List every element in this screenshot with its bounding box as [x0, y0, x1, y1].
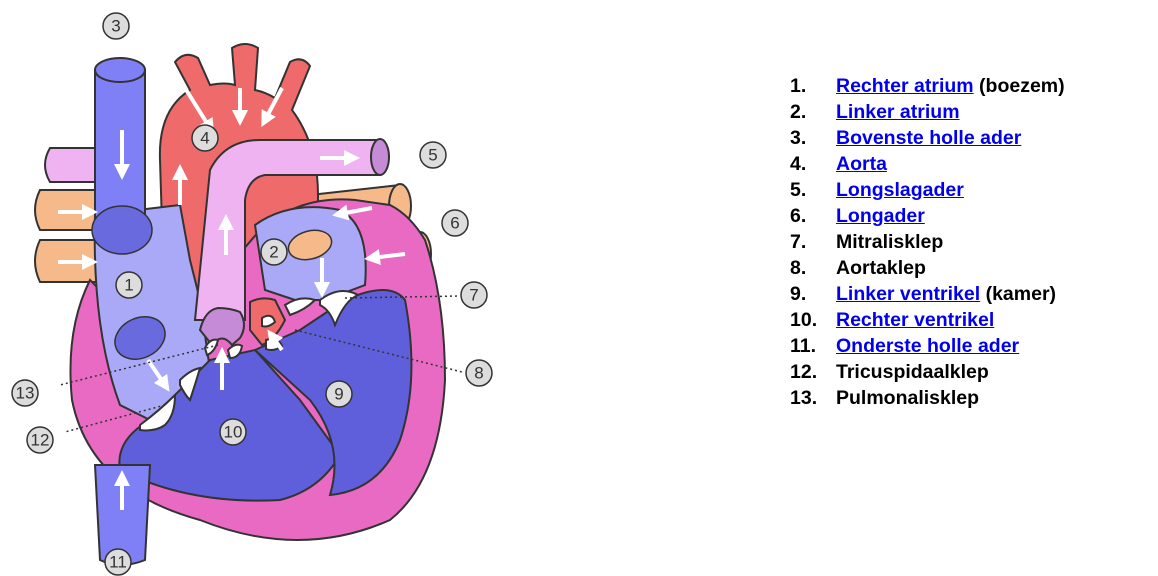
heart-diagram [0, 0, 560, 576]
legend-item-11: 11. Onderste holle ader [790, 335, 1020, 357]
callout-10 [220, 419, 246, 445]
legend-item-6: 6. Longader [790, 205, 925, 227]
callout-12 [27, 427, 53, 453]
svg-text:11: 11 [109, 552, 127, 572]
legend-item-7: 7. Mitralisklep [790, 231, 944, 253]
legend-link-10[interactable]: Rechter ventrikel [836, 309, 995, 331]
svg-text:3: 3 [111, 16, 121, 36]
pulmonary-artery-end [371, 139, 389, 175]
callout-11 [105, 549, 131, 575]
callout-6 [442, 210, 468, 236]
svg-text:7: 7 [469, 285, 479, 305]
legend-item-2: 2. Linker atrium [790, 101, 960, 123]
callout-2 [261, 239, 287, 265]
svg-text:10: 10 [223, 422, 243, 442]
legend-item-3: 3. Bovenste holle ader [790, 127, 1022, 149]
legend-link-9[interactable]: Linker ventrikel [836, 283, 981, 305]
legend-item-10: 10. Rechter ventrikel [790, 309, 995, 331]
legend-item-13: 13. Pulmonalisklep [790, 387, 980, 409]
legend-list [790, 73, 1065, 411]
svg-text:6: 6 [450, 213, 460, 233]
svg-text:4: 4 [200, 128, 210, 148]
svg-text:2: 2 [269, 242, 279, 262]
callout-3 [103, 13, 129, 39]
svg-text:8: 8 [474, 363, 484, 383]
callout-13 [12, 380, 38, 406]
svg-text:9: 9 [334, 384, 344, 404]
legend-link-2[interactable]: Linker atrium [836, 101, 960, 123]
legend-item-8: 8. Aortaklep [790, 257, 926, 279]
callout-5 [420, 142, 446, 168]
callout-8 [466, 360, 492, 386]
svg-text:13: 13 [15, 383, 35, 403]
callout-4 [192, 125, 218, 151]
callout-7 [461, 282, 487, 308]
legend-item-5: 5. Longslagader [790, 179, 964, 201]
legend-link-1[interactable]: Rechter atrium [836, 75, 974, 97]
legend-item-4: 4. Aorta [790, 153, 887, 175]
svg-text:1: 1 [124, 275, 134, 295]
legend-link-11[interactable]: Onderste holle ader [836, 335, 1020, 357]
svg-text:5: 5 [428, 145, 438, 165]
legend-link-6[interactable]: Longader [836, 205, 925, 227]
svg-text:12: 12 [30, 430, 50, 450]
callout-1 [116, 272, 142, 298]
legend-link-5[interactable]: Longslagader [836, 179, 964, 201]
callout-9 [326, 381, 352, 407]
legend-item-12: 12. Tricuspidaalklep [790, 361, 989, 383]
legend-item-9: 9. Linker ventrikel (kamer) [790, 283, 1057, 305]
legend-link-3[interactable]: Bovenste holle ader [836, 127, 1022, 149]
legend-item-1: 1. Rechter atrium (boezem) [790, 75, 1065, 97]
legend-link-4[interactable]: Aorta [836, 153, 887, 175]
